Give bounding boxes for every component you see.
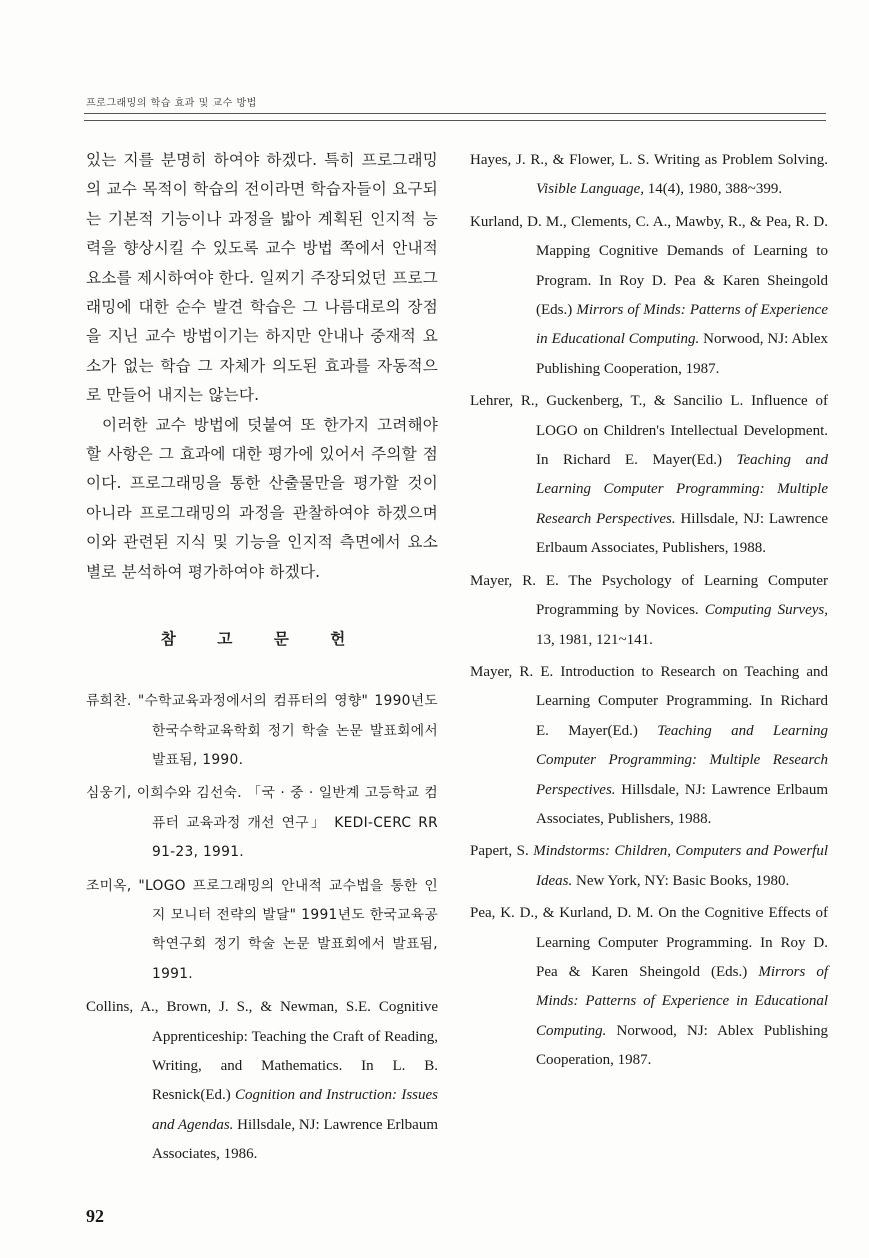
header-rule-top	[84, 113, 826, 114]
body-paragraph-1: 있는 지를 분명히 하여야 하겠다. 특히 프로그래밍의 교수 목적이 학습의 전이라면 학습자들이 요구되는 기본적 기능이나 과정을 밟아 계획된 인지적 능력을 향상시킬 수 있도록 교수 방법 쪽에서 안내적 요소를 제시하여야 한다. 일찌기 주장되었던 프로그래밍에 대한 순수 발견 학습은 그 나름대로의 장점을 지닌 교수 방법이기는 하지만 안내나 중재적 요소가 없는 학습 그 자체가 의도된 효과를 자동적으로 만들어 내지는 않는다.	[86, 151, 438, 405]
reference-item: Mayer, R. E. Introduction to Research on Teaching and Learning Computer Programming. In Richard E. Mayer(Ed.) Teaching and Learning Computer Programming: Multiple Research Perspectives. Hillsdale, NJ: Lawrence Erlbaum Associates, Publishers, 1988.	[470, 663, 829, 827]
header-rule-bottom	[84, 120, 826, 121]
reference-item: Hayes, J. R., & Flower, L. S. Writing as Problem Solving. Visible Language, 14(4), 1980, 388~399.	[470, 152, 828, 198]
reference-item: 류희찬. "수학교육과정에서의 컴퓨터의 영향" 1990년도 한국수학교육학회 정기 학술 논문 발표회에서 발표됨, 1990.	[86, 693, 438, 768]
page-number: 92	[86, 1206, 104, 1226]
running-head: 프로그래밍의 학습 효과 및 교수 방법	[86, 98, 257, 109]
reference-item: Lehrer, R., Guckenberg, T., & Sancilio L. Influence of LOGO on Children's Intellectual Development. In Richard E. Mayer(Ed.) Teaching and Learning Computer Programming: Multiple Research Perspectives. Hillsdale, NJ: Lawrence Erlbaum Associates, Publishers, 1988.	[470, 393, 828, 557]
right-column	[470, 146, 828, 1079]
reference-item: Papert, S. Mindstorms: Children, Computers and Powerful Ideas. New York, NY: Basic Books, 1980.	[470, 843, 828, 889]
reference-item: 조미옥, "LOGO 프로그래밍의 안내적 교수법을 통한 인지 모니터 전략의 발달" 1991년도 한국교육공학연구회 정기 학술 논문 발표회에서 발표됨, 1991.	[86, 877, 438, 982]
reference-item: Collins, A., Brown, J. S., & Newman, S.E. Cognitive Apprenticeship: Teaching the Craft of Reading, Writing, and Mathematics. In L. B. Resnick(Ed.) Cognition and Instruction: Issues and Agendas. Hillsdale, NJ: Lawrence Erlbaum Associates, 1986.	[86, 999, 438, 1163]
left-column	[86, 146, 438, 1174]
references-left-list	[86, 687, 438, 1170]
body-paragraph-2: 이러한 교수 방법에 덧붙여 또 한가지 고려해야 할 사항은 그 효과에 대한 평가에 있어서 주의할 점이다. 프로그래밍을 통한 산출물만을 평가할 것이 아니라 프로그래밍의 과정을 관찰하여야 하겠으며 이와 관련된 지식 및 기능을 인지적 측면에서 요소별로 분석하여 평가하여야 하겠다.	[86, 415, 438, 581]
reference-item: 심웅기, 이희수와 김선숙. 「국 · 중 · 일반계 고등학교 컴퓨터 교육과정 개선 연구」 KEDI-CERC RR 91-23, 1991.	[86, 785, 438, 861]
reference-item: Pea, K. D., & Kurland, D. M. On the Cognitive Effects of Learning Computer Programming. In Roy D. Pea & Karen Sheingold (Eds.) Mirrors of Minds: Patterns of Experience in Educational Computing. Norwood, NJ: Ablex Publishing Cooperation, 1987.	[470, 905, 829, 1069]
reference-item: Mayer, R. E. The Psychology of Learning Computer Programming by Novices. Computing Surveys, 13, 1981, 121~141.	[470, 572, 828, 648]
references-heading: 참 고 문 헌	[160, 630, 364, 649]
reference-item: Kurland, D. M., Clements, C. A., Mawby, R., & Pea, R. D. Mapping Cognitive Demands of Learning to Program. In Roy D. Pea & Karen Sheingold (Eds.) Mirrors of Minds: Patterns of Experience in Educational Computing. Norwood, NJ: Ablex Publishing Cooperation, 1987.	[470, 213, 828, 377]
